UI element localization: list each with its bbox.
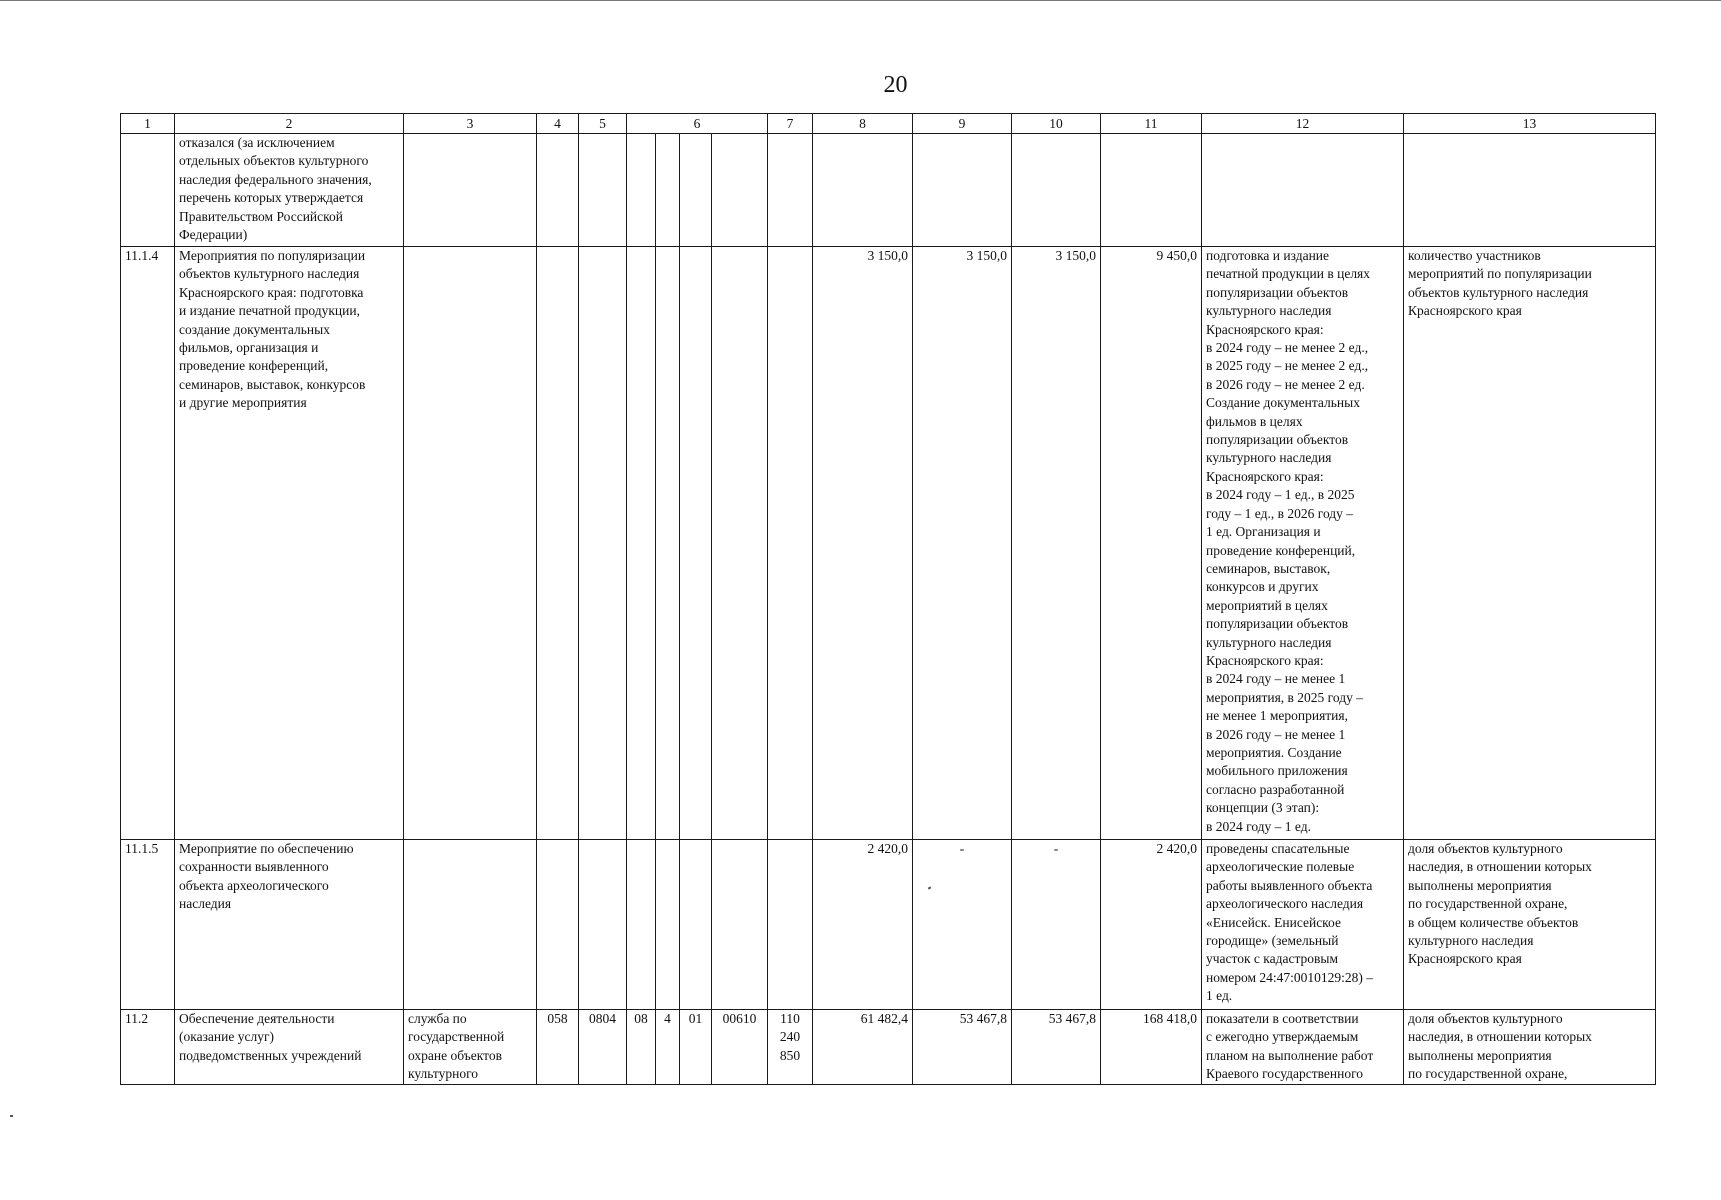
amount-2024: 61 482,4	[813, 1010, 913, 1085]
amount-total: 2 420,0	[1101, 840, 1202, 1010]
amount-total: 9 450,0	[1101, 247, 1202, 840]
header-col-1: 1	[121, 114, 175, 134]
amount-2026: 53 467,8	[1012, 1010, 1101, 1085]
header-col-5: 5	[579, 114, 627, 134]
table-row-11-1-4	[121, 247, 1656, 840]
target-indicator: доля объектов культурного наследия, в отношении которых выполнены мероприятия по государственной охране, в общем количестве объектов культурного наследия Красноярского края	[1404, 840, 1656, 1010]
target-indicator: доля объектов культурного наследия, в отношении которых выполнены мероприятия по государственной охране,	[1404, 1010, 1656, 1085]
program-code: 08	[627, 1010, 656, 1085]
scan-top-edge	[0, 0, 1721, 1]
amount-2025: 53 467,8	[913, 1010, 1012, 1085]
budget-table	[120, 113, 1656, 1085]
header-col-7: 7	[768, 114, 813, 134]
row-name: Мероприятия по популяризации объектов культурного наследия Красноярского края: подготовка и издание печатной продукции, создание документальных фильмов, организация и проведение конференций, семинаров, выставок, конкурсов и другие мероприятия	[175, 247, 404, 840]
expected-result: показатели в соответствии с ежегодно утверждаемым планом на выполнение работ Краевого государственного	[1202, 1010, 1404, 1085]
amount-2025: 3 150,0	[913, 247, 1012, 840]
header-col-10: 10	[1012, 114, 1101, 134]
amount-2024: 3 150,0	[813, 247, 913, 840]
scan-speck	[10, 1115, 13, 1117]
subprogram-code: 4	[656, 1010, 680, 1085]
table-row-11-2	[121, 1010, 1656, 1085]
executor: служба по государственной охране объектов культурного	[404, 1010, 537, 1085]
header-col-11: 11	[1101, 114, 1202, 134]
row-name: отказался (за исключением отдельных объектов культурного наследия федерального значения, перечень которых утверждается Правительством Российской Федерации)	[175, 134, 404, 247]
event-code: 01	[680, 1010, 712, 1085]
expense-type-codes: 110 240 850	[768, 1010, 813, 1085]
section-code: 0804	[579, 1010, 627, 1085]
header-col-6: 6	[627, 114, 768, 134]
page-number: 20	[883, 72, 908, 98]
amount-total: 168 418,0	[1101, 1010, 1202, 1085]
expected-result: подготовка и издание печатной продукции в целях популяризации объектов культурного наследия Красноярского края: в 2024 году – не менее 2 ед., в 2025 году – не менее 2 ед., в 2026 году – не менее 2 ед. Создание документальных фильмов в целях популяризации объектов культурного наследия Красноярского края: в 2024 году – 1 ед., в 2025 году – 1 ед., в 2026 году – 1 ед. Организация и проведение конференций, семинаров, выставок, конкурсов и других мероприятий в целях популяризации объектов культурного наследия Красноярского края: в 2024 году – не менее 1 мероприятия, в 2025 году – не менее 1 мероприятия, в 2026 году – не менее 1 мероприятия. Создание мобильного приложения согласно разработанной концепции (3 этап): в 2024 году – 1 ед.	[1202, 247, 1404, 840]
row-number: 11.1.4	[121, 247, 175, 840]
header-col-3: 3	[404, 114, 537, 134]
row-name: Мероприятие по обеспечению сохранности выявленного объекта археологического наследия	[175, 840, 404, 1010]
grbs-code: 058	[537, 1010, 579, 1085]
expected-result: проведены спасательные археологические полевые работы выявленного объекта археологического наследия «Енисейск. Енисейское городище» (земельный участок с кадастровым номером 24:47:0010129:28) – 1 ед.	[1202, 840, 1404, 1010]
header-col-12: 12	[1202, 114, 1404, 134]
row-number: 11.2	[121, 1010, 175, 1085]
row-number: 11.1.5	[121, 840, 175, 1010]
amount-2024: 2 420,0	[813, 840, 913, 1010]
header-col-4: 4	[537, 114, 579, 134]
direction-code: 00610	[712, 1010, 768, 1085]
header-col-8: 8	[813, 114, 913, 134]
amount-2026: -	[1012, 840, 1101, 1010]
column-number-row	[121, 114, 1656, 134]
amount-2025: -	[913, 840, 1012, 1010]
table-row-continued	[121, 134, 1656, 247]
table-row-11-1-5	[121, 840, 1656, 1010]
row-name: Обеспечение деятельности (оказание услуг) подведомственных учреждений	[175, 1010, 404, 1085]
target-indicator: количество участников мероприятий по популяризации объектов культурного наследия Красноярского края	[1404, 247, 1656, 840]
header-col-9: 9	[913, 114, 1012, 134]
amount-2026: 3 150,0	[1012, 247, 1101, 840]
header-col-2: 2	[175, 114, 404, 134]
header-col-13: 13	[1404, 114, 1656, 134]
